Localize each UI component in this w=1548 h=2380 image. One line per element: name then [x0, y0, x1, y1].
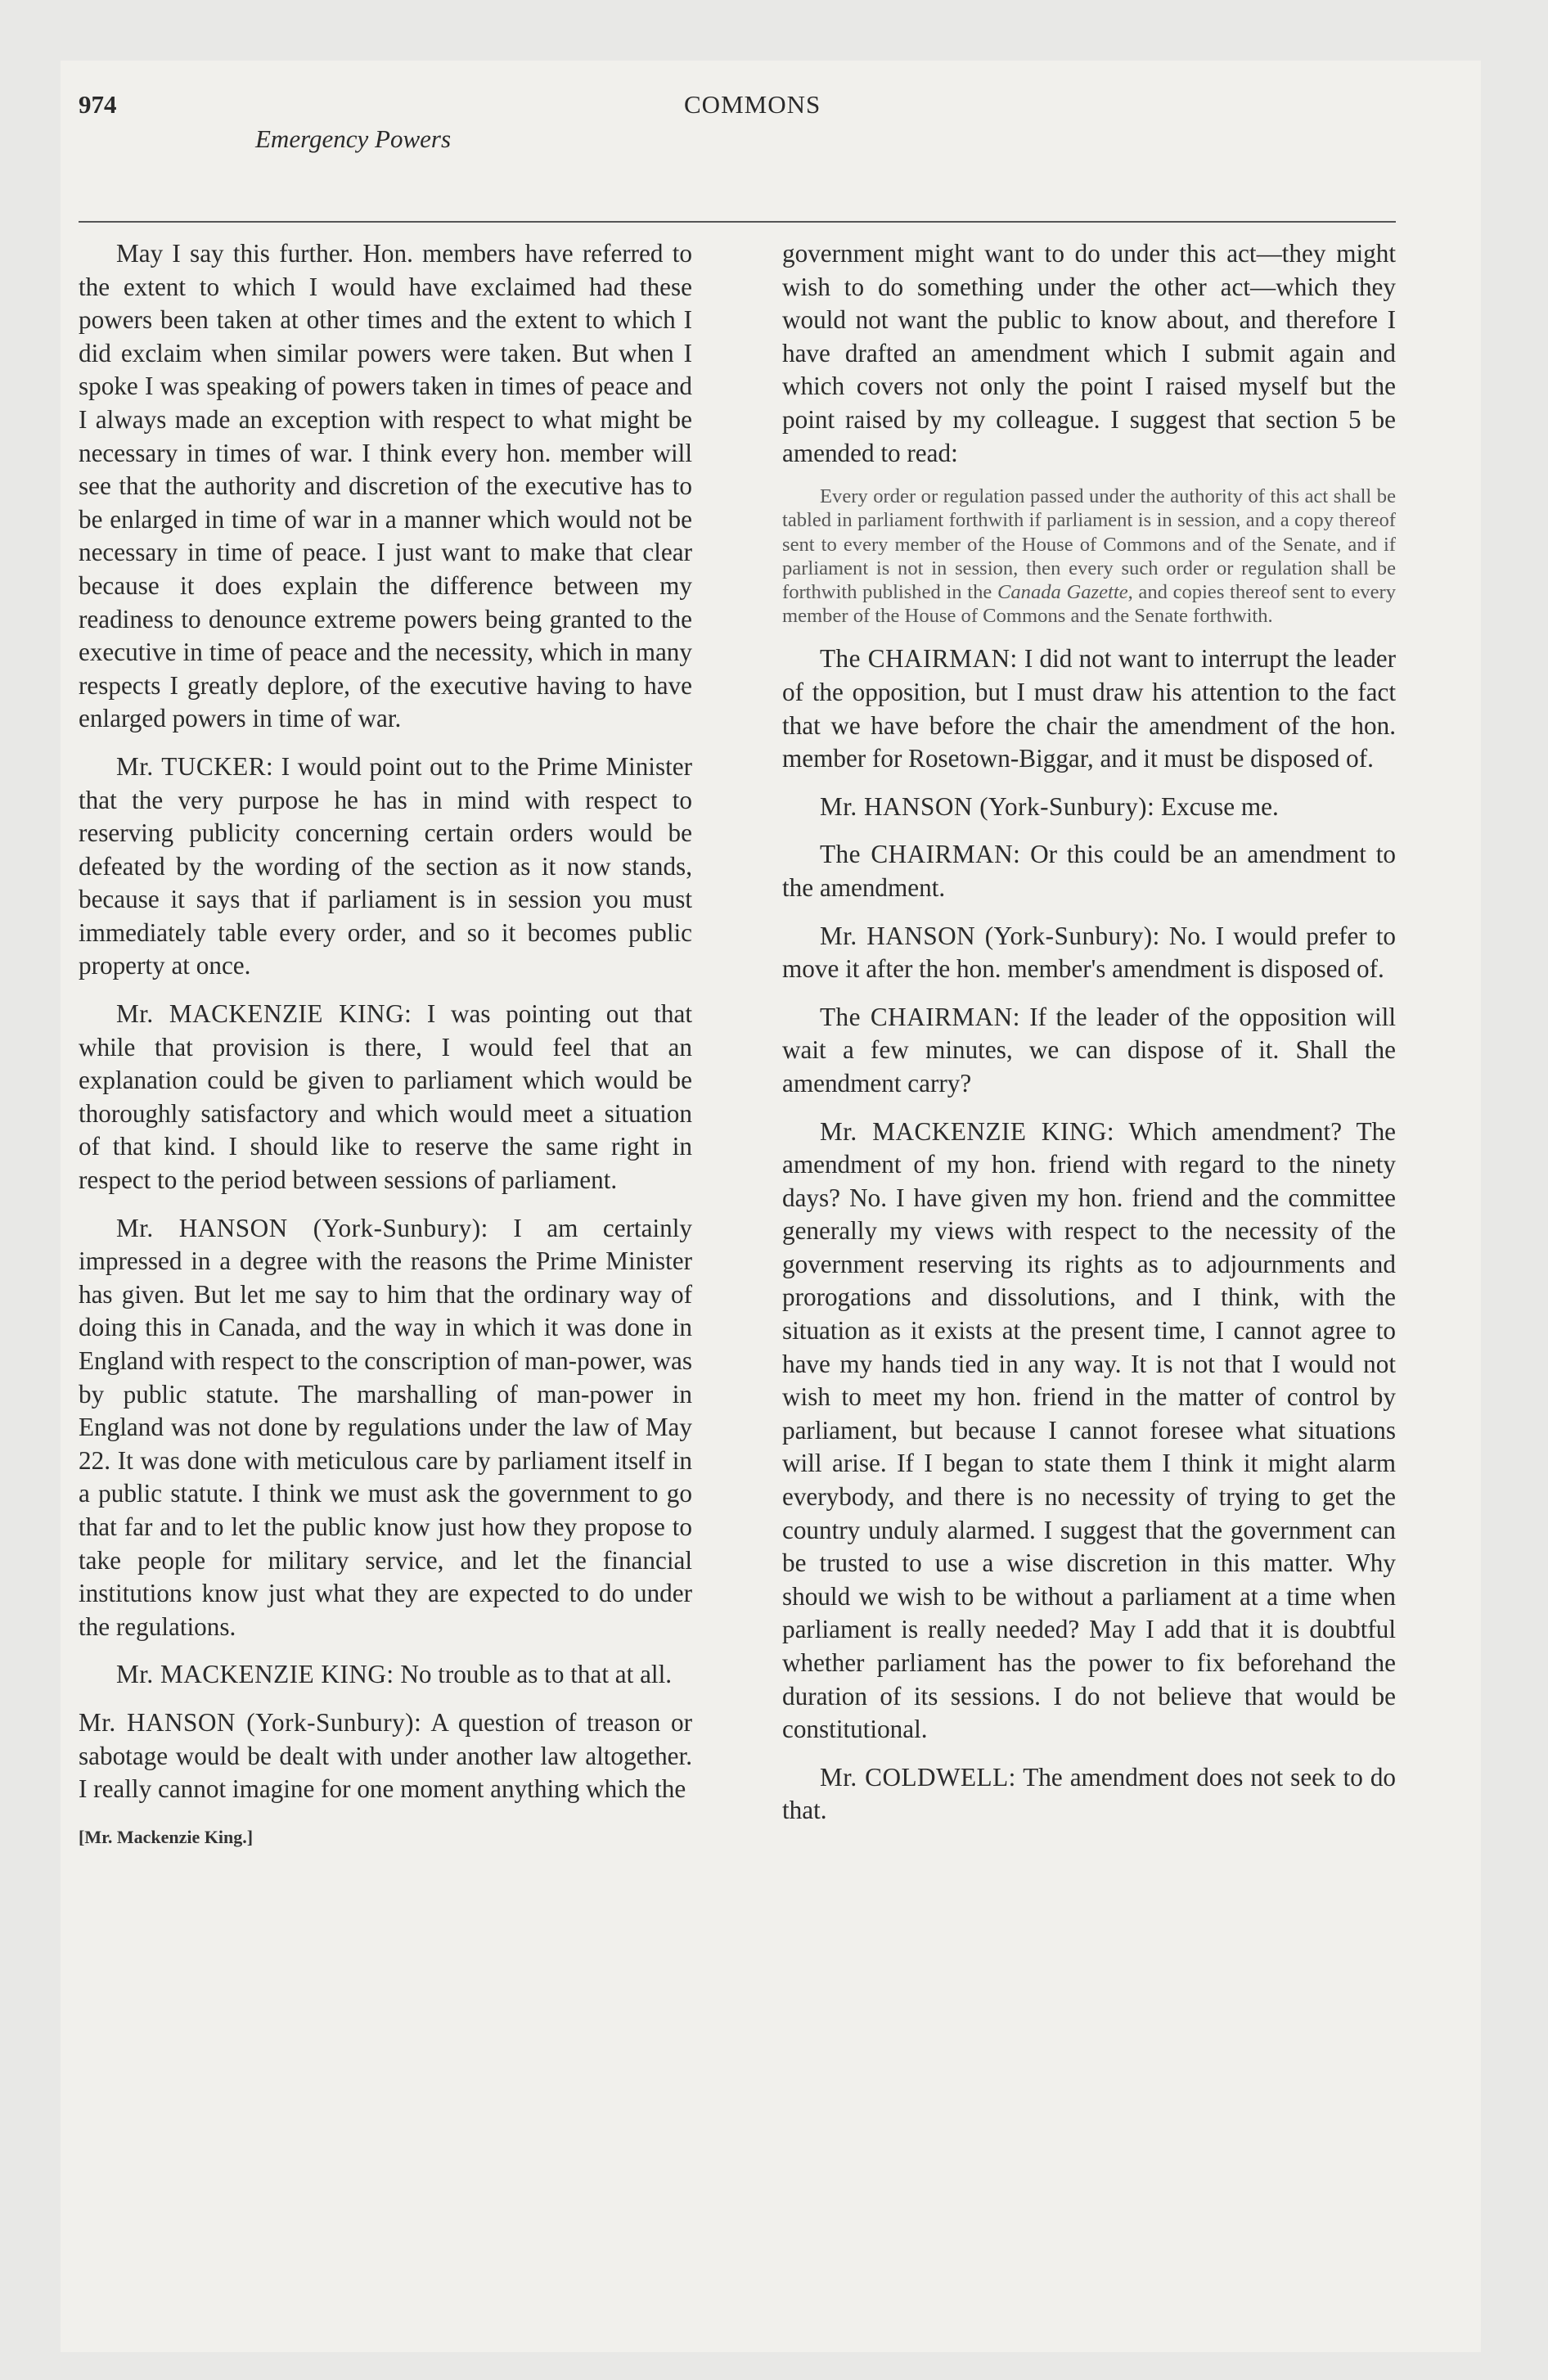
speech-text: Excuse me.	[1161, 791, 1279, 821]
speaker-name: Mr. MACKENZIE KING:	[820, 1116, 1115, 1146]
speech-text: No. I would prefer to move it after the hon. member's amendment is disposed of.	[782, 921, 1397, 984]
speech-text: The amendment does not seek to do that.	[782, 1762, 1397, 1825]
quote-text: and copies thereof sent to every member of the House of Commons and the Senate forthwith.	[782, 580, 1396, 628]
speech-text: No trouble as to that at all.	[400, 1660, 673, 1689]
speech-text: I was pointing out that while that provision is there, I would feel that an explanation could be given to parliament which would be thoroughly satisfactory and which would meet a situation of that kind. I should like to reserve the same right in respect to the period between sessions of parliament.	[79, 999, 692, 1195]
paragraph	[782, 920, 1396, 986]
page-number: 974	[79, 90, 117, 119]
speech-text: I would point out to the Prime Minister that the very purpose he has in mind with respect to reserving publicity concerning certain orders would be defeated by the wording of the section as it now stands, because it says that if parliament is in session you must immediately table every order, and so it becomes public property at once.	[79, 751, 693, 980]
paragraph	[79, 998, 692, 1197]
speech-text: If the leader of the opposition will wait a few minutes, we can dispose of it. Shall the amendment carry?	[782, 1002, 1397, 1098]
speech-text: Which amendment? The amendment of my hon. friend with regard to the ninety days? No. I have given my hon. friend and the committee generally my views with respect to the necessity of the government reserving its rights as to adjournments and prorogations and dissolutions, and I think, with the situation as it exists at the present time, I cannot agree to have my hands tied in any way. It is not that I would not wish to meet my hon. friend in the matter of control by parliament, but because I cannot foresee what situations will arise. If I began to state them I think it might alarm everybody, and there is no necessity of trying to get the country unduly alarmed. I suggest that the government can be trusted to use a wise discretion in this matter. Why should we wish to be without a parliament at a time when parliament is really needed? May I add that it is doubtful whether parliament has the power to fix beforehand the duration of its sessions. I do not believe that would be constitutional.	[782, 1116, 1397, 1744]
paragraph	[782, 838, 1396, 904]
paragraph	[79, 1212, 692, 1644]
header-rule	[79, 221, 1396, 223]
paragraph	[782, 1001, 1396, 1101]
paragraph	[782, 1116, 1396, 1747]
paragraph	[79, 1658, 692, 1692]
section-title: Emergency Powers	[255, 124, 452, 153]
paragraph	[782, 1761, 1396, 1828]
paragraph	[782, 642, 1396, 775]
speaker-name: Mr. TUCKER:	[116, 751, 274, 781]
running-head: COMMONS	[684, 90, 821, 119]
paragraph	[782, 791, 1396, 824]
speaker-name: Mr. HANSON (York-Sunbury):	[820, 791, 1155, 821]
speaker-name: The CHAIRMAN:	[820, 1002, 1020, 1031]
speech-text: I did not want to interrupt the leader of the opposition, but I must draw his attention to the fact that we have before the chair the amendment of the hon. member for Rosetown-Biggar, and it must be disposed of.	[782, 644, 1397, 773]
paragraph	[79, 1706, 692, 1806]
speaker-name: The CHAIRMAN:	[820, 644, 1018, 674]
speaker-name: The CHAIRMAN:	[820, 840, 1021, 869]
speech-text: Or this could be an amendment to the amendment.	[782, 840, 1397, 902]
speaker-name: Mr. HANSON (York-Sunbury):	[820, 921, 1160, 950]
speaker-name: Mr. HANSON (York-Sunbury):	[79, 1707, 422, 1737]
right-column	[782, 237, 1396, 1842]
speech-text: A question of treason or sabotage would be dealt with under another law altogether. I really cannot imagine for one moment anything which the	[79, 1707, 692, 1804]
speaker-name: Mr. COLDWELL:	[820, 1762, 1016, 1792]
left-column	[79, 237, 692, 1854]
speaker-name: Mr. HANSON (York-Sunbury):	[116, 1213, 488, 1242]
paragraph: government might want to do under this act—they might wish to do something under the other act—which they would not want the public to know about, and therefore I have drafted an amendment which I submit again and which covers not only the point I raised myself but the point raised by my colleague. I suggest that section 5 be amended to read:	[782, 239, 1396, 467]
footer-note: [Mr. Mackenzie King.]	[79, 1826, 254, 1847]
quote-text: Every order or regulation passed under the authority of this act shall be tabled in parliament forthwith if parliament is in session, and a copy thereof sent to every member of the House of Commons and of the Senate, and if parliament is not in session, then every such order or regulation shall be forthwith published in the	[782, 485, 1396, 603]
page-header	[79, 90, 1396, 213]
speech-text: I am certainly impressed in a degree with the reasons the Prime Minister has given. But let me say to him that the ordinary way of doing this in Canada, and the way in which it was done in England with respect to the conscription of man-power, was by public statute. The marshalling of man-power in England was not done by regulations under the law of May 22. It was done with meticulous care by parliament itself in a public statute. I think we must ask the government to go that far and to let the public know just how they propose to take people for military service, and let the financial institutions know just what they are expected to do under the regulations.	[79, 1213, 692, 1641]
paragraph: May I say this further. Hon. members have referred to the extent to which I would have exclaimed had these powers been taken at other times and the extent to which I did exclaim when similar powers were taken. But when I spoke I was speaking of powers taken in times of peace and I always made an exception with respect to what might be necessary in times of war. I think every hon. member will see that the authority and discretion of the executive has to be enlarged in time of war in a manner which would not be necessary in time of peace. I just want to make that clear because it does explain the difference between my readiness to denounce extreme powers being granted to the executive in time of peace and the necessity, which in many respects I greatly deplore, of the executive having to have enlarged powers in time of war.	[79, 239, 692, 733]
quoted-amendment	[782, 485, 1396, 628]
speaker-name: Mr. MACKENZIE KING:	[116, 1660, 394, 1689]
paragraph	[79, 751, 692, 983]
speaker-name: Mr. MACKENZIE KING:	[116, 999, 412, 1029]
quote-italic: Canada Gazette,	[997, 580, 1133, 603]
